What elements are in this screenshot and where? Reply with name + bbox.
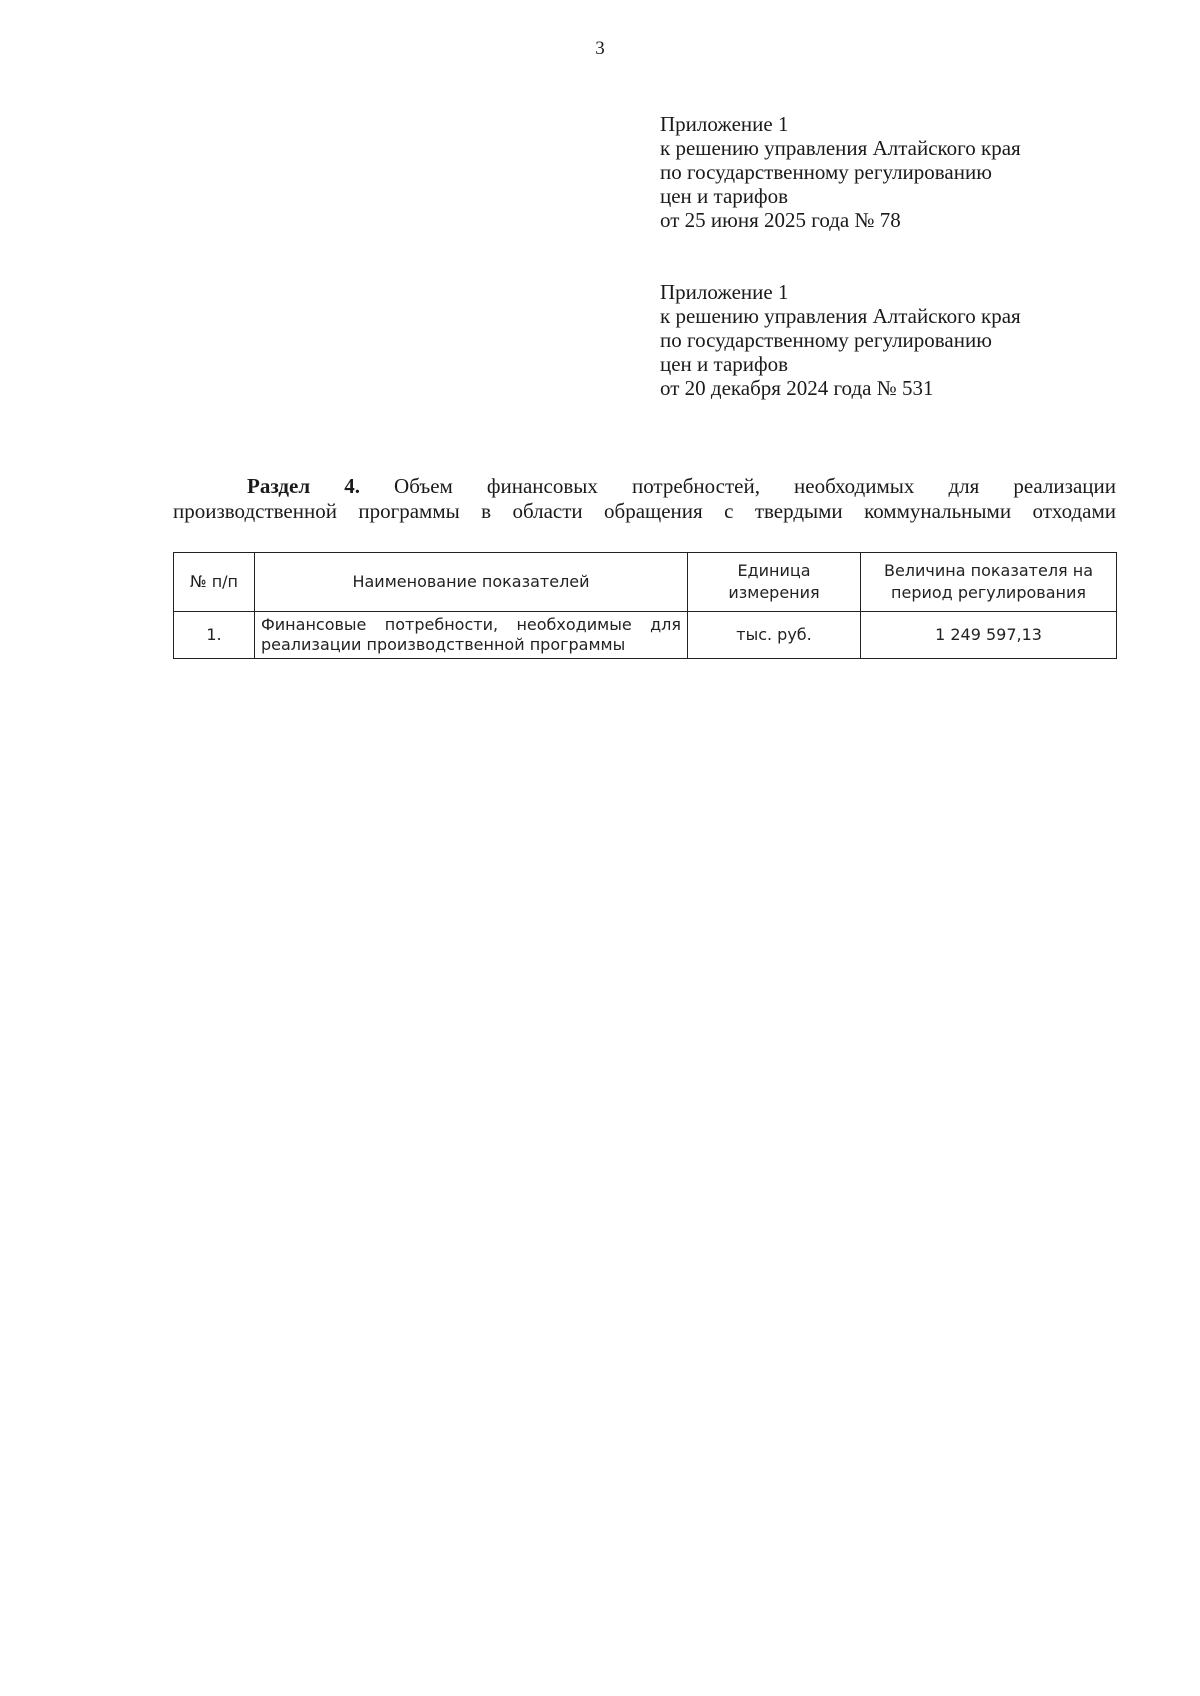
section-heading-line1 xyxy=(173,474,1116,499)
appendix-line: к решению управления Алтайского края xyxy=(660,136,1021,160)
appendix-line: Приложение 1 xyxy=(660,280,789,304)
header-value: Величина показателя на период регулирования xyxy=(861,553,1117,612)
appendix-header-previous xyxy=(660,280,1021,400)
section-title-line2: производственной программы в области обращения с твердыми коммунальными отходами xyxy=(173,499,1116,523)
appendix-line: по государственному регулированию xyxy=(660,160,992,184)
appendix-line: цен и тарифов xyxy=(660,184,789,208)
header-indicator-name: Наименование показателей xyxy=(255,553,688,612)
cell-indicator-name: Финансовые потребности, необходимые для реализации производственной программы xyxy=(255,612,688,659)
table-header-row xyxy=(174,553,1117,612)
header-number: № п/п xyxy=(174,553,255,612)
appendix-date-line: от 25 июня 2025 года № 78 xyxy=(660,208,901,232)
appendix-line: по государственному регулированию xyxy=(660,328,992,352)
appendix-date-line: от 20 декабря 2024 года № 531 xyxy=(660,376,934,400)
header-unit: Единица измерения xyxy=(688,553,861,612)
appendix-header-current xyxy=(660,112,1021,232)
section-label: Раздел 4. xyxy=(247,474,360,498)
appendix-line: к решению управления Алтайского края xyxy=(660,304,1021,328)
appendix-line: цен и тарифов xyxy=(660,352,789,376)
indicators-table xyxy=(173,552,1117,659)
section-heading xyxy=(173,474,1116,524)
section-title-line1: Объем финансовых потребностей, необходимых для реализации xyxy=(394,474,1116,498)
appendix-line: Приложение 1 xyxy=(660,112,789,136)
cell-unit: тыс. руб. xyxy=(688,612,861,659)
page-number: 3 xyxy=(595,38,605,59)
table-row xyxy=(174,612,1117,659)
cell-number: 1. xyxy=(174,612,255,659)
cell-value: 1 249 597,13 xyxy=(861,612,1117,659)
